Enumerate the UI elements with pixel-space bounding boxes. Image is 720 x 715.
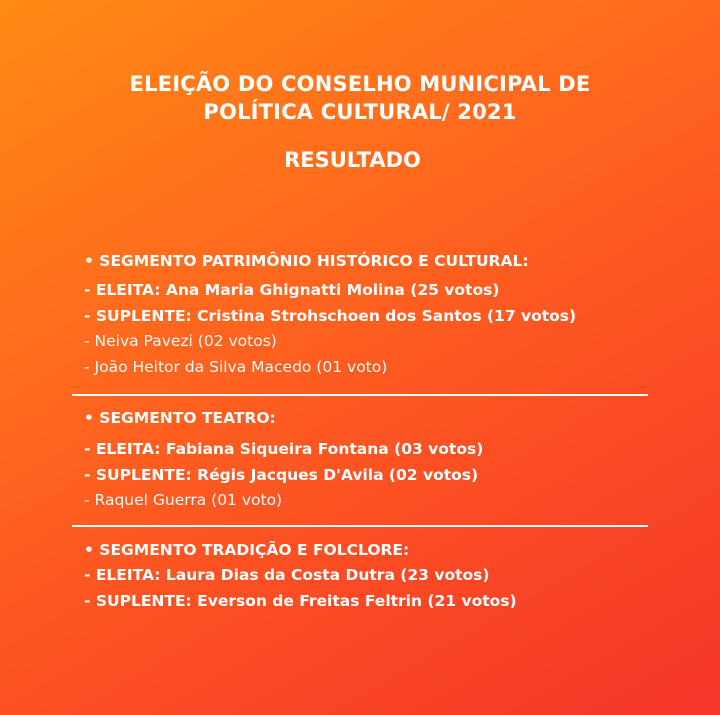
result-line: - ELEITA: Fabiana Siqueira Fontana (03 votos)	[84, 440, 484, 458]
page-subtitle: RESULTADO	[284, 148, 421, 172]
result-line: - ELEITA: Laura Dias da Costa Dutra (23 votos)	[84, 566, 490, 584]
result-line: - SUPLENTE: Everson de Freitas Feltrin (21 votos)	[84, 591, 517, 610]
title-line-2: POLÍTICA CULTURAL/ 2021	[203, 100, 517, 124]
section-tradicao	[84, 537, 664, 614]
section-header: • SEGMENTO TRADIÇÃO E FOLCLORE:	[84, 541, 410, 559]
result-line: - João Heitor da Silva Macedo (01 voto)	[84, 357, 388, 376]
result-line: - Raquel Guerra (01 voto)	[84, 491, 283, 509]
result-line: - SUPLENTE: Cristina Strohschoen dos Santos (17 votos)	[84, 306, 577, 325]
result-line: - SUPLENTE: Régis Jacques D'Avila (02 votos)	[84, 465, 479, 484]
result-line: - Neiva Pavezi (02 votos)	[84, 332, 277, 350]
section-header: • SEGMENTO TEATRO:	[84, 409, 276, 427]
result-line: - ELEITA: Ana Maria Ghignatti Molina (25 votos)	[84, 281, 500, 299]
section-teatro	[84, 405, 664, 514]
page-title	[0, 70, 720, 126]
section-patrimonio	[84, 248, 664, 380]
section-header: • SEGMENTO PATRIMÔNIO HISTÓRICO E CULTURAL:	[84, 252, 529, 270]
divider	[72, 394, 648, 396]
title-line-1: ELEIÇÃO DO CONSELHO MUNICIPAL DE	[129, 72, 591, 96]
divider	[72, 525, 648, 527]
